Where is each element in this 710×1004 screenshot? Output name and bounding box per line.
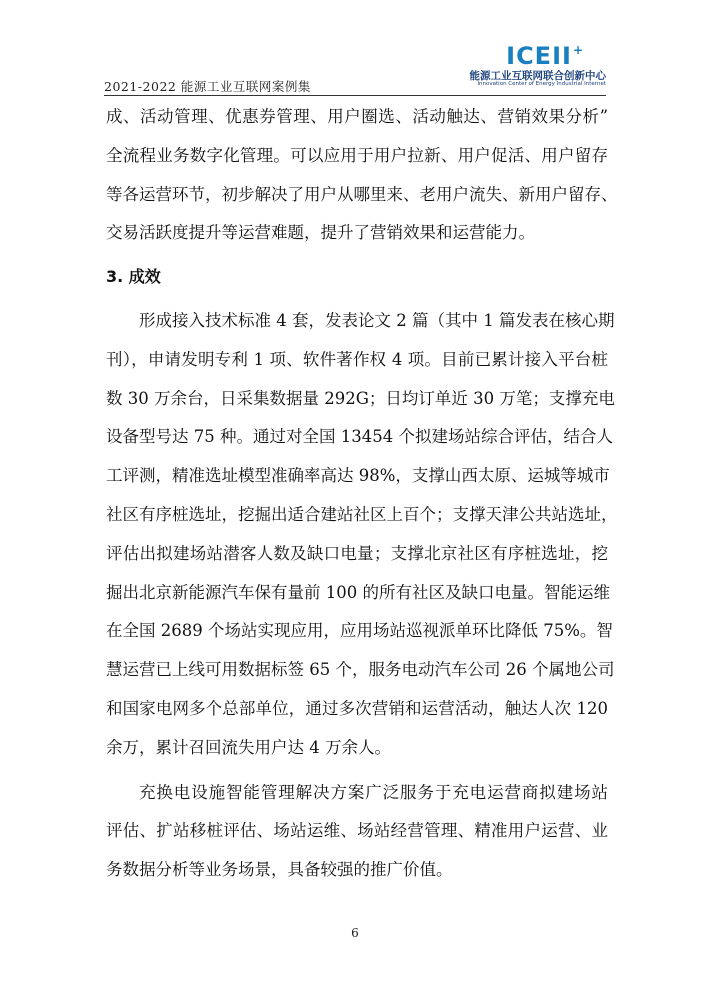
text-line: 交易活跃度提升等运营难题，提升了营销效果和运营能力。	[106, 223, 535, 243]
logo-chinese-name: 能源工业互联网联合创新中心	[469, 70, 606, 82]
header-title: 2021-2022 能源工业互联网案例集	[104, 79, 311, 94]
logo-plus: +	[572, 43, 584, 57]
section-heading: 3. 成效	[106, 267, 161, 287]
text-line: 社区有序桩选址，挖掘出适合建站社区上百个；支撑天津公共站选址，	[106, 504, 618, 524]
text-line: 全流程业务数字化管理。可以应用于用户拉新、用户促活、用户留存	[106, 145, 608, 165]
text-line: 形成接入技术标准 4 套，发表论文 2 篇（其中 1 篇发表在核心期	[139, 310, 615, 330]
logo-mark	[506, 42, 584, 70]
intro-paragraph	[106, 98, 618, 253]
text-line: 和国家电网多个总部单位，通过多次营销和运营活动，触达人次 120	[106, 698, 608, 718]
text-line: 工评测，精准选址模型准确率高达 98%，支撑山西太原、运城等城市	[106, 466, 610, 486]
text-line: 评估、扩站移桩评估、场站运维、场站经营管理、精准用户运营、业	[106, 821, 608, 841]
text-line: 务数据分析等业务场景，具备较强的推广价值。	[106, 860, 453, 880]
logo-mark-text: ICEII	[506, 42, 572, 70]
page-body	[106, 98, 618, 890]
text-line: 成、活动管理、优惠券管理、用户圈选、活动触达、营销效果分析”	[106, 107, 608, 126]
text-line: 掘出北京新能源汽车保有量前 100 的所有社区及缺口电量。智能运维	[106, 582, 610, 602]
page-header	[104, 40, 606, 102]
text-line: 设备型号达 75 种。通过对全国 13454 个拟建场站综合评估，结合人	[106, 427, 613, 447]
text-line: 在全国 2689 个场站实现应用，应用场站巡视派单环比降低 75%。智	[106, 621, 613, 641]
text-line: 充换电设施智能管理解决方案广泛服务于充电运营商拟建场站	[139, 782, 608, 802]
page-number: 6	[351, 926, 359, 940]
text-line: 刊），申请发明专利 1 项、软件著作权 4 项。目前已累计接入平台桩	[106, 349, 608, 369]
text-line: 慧运营已上线可用数据标签 65 个，服务电动汽车公司 26 个属地公司	[106, 660, 615, 680]
text-line: 评估出拟建场站潜客人数及缺口电量；支撑北京社区有序桩选址，挖	[106, 543, 608, 563]
logo-english-name: Innovation Center of Energy Industrial Internet	[477, 81, 606, 87]
text-line: 等各运营环节，初步解决了用户从哪里来、老用户流失、新用户留存、	[106, 184, 618, 204]
value-paragraph	[106, 774, 608, 890]
text-line: 数 30 万余台，日采集数据量 292G；日均订单近 30 万笔；支撑充电	[106, 388, 615, 408]
iceii-logo	[469, 40, 606, 87]
text-line: 余万，累计召回流失用户达 4 万余人。	[106, 737, 391, 757]
header-rule	[104, 95, 606, 96]
results-paragraph	[106, 302, 618, 768]
